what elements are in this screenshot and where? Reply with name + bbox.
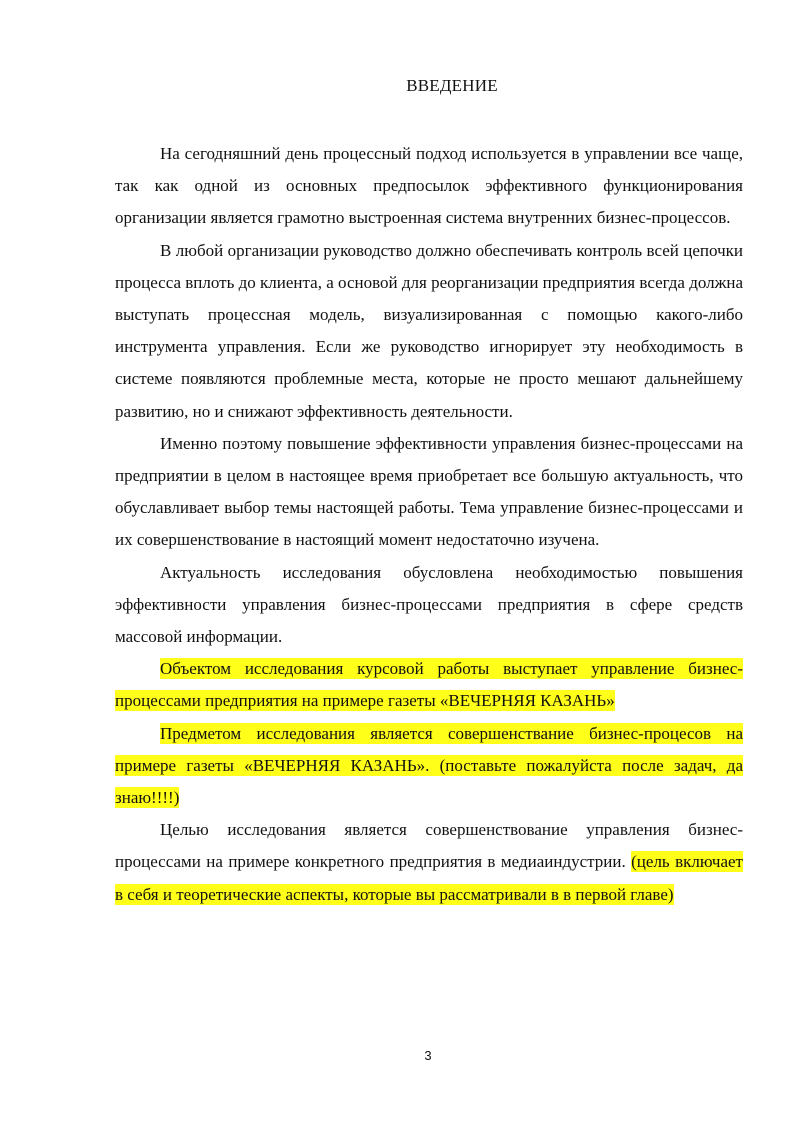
paragraph-text: Целью исследования является совершенствование управления бизнес-процессами на примере конкретного предприятия в медиаиндустрии. [115, 820, 743, 872]
paragraph-text: На сегодняшний день процессный подход используется в управлении все чаще, так как одной из основных предпосылок эффективного функционирования организации является грамотно выстроенная система внутренних бизнес-процессов. [115, 144, 743, 228]
paragraph-2 [115, 235, 743, 428]
document-body [115, 138, 743, 911]
highlighted-text: Предметом исследования является совершенствание бизнес-процесов на примере газеты «ВЕЧЕРНЯЯ КАЗАНЬ». (поставьте пожалуйста после задач, да знаю!!!!) [115, 723, 743, 808]
paragraph-object [115, 653, 743, 717]
paragraph-text: Актуальность исследования обусловлена необходимостью повышения эффективности управления бизнес-процессами предприятия в сфере средств массовой информации. [115, 562, 743, 647]
page-number: 3 [424, 1048, 432, 1063]
highlighted-text: Объектом исследования курсовой работы выступает управление бизнес-процессами предприятия на примере газеты «ВЕЧЕРНЯЯ КАЗАНЬ» [115, 659, 743, 711]
paragraph-4 [115, 557, 743, 654]
paragraph-text: Именно поэтому повышение эффективности управления бизнес-процессами на предприятии в целом в настоящее время приобретает все большую актуальность, что обуславливает выбор темы настоящей работы. Тема управление бизнес-процессами и их совершенствование в настоящий момент недостаточно изучена. [115, 433, 743, 550]
highlighted-text: (цель включает в себя и теоретические аспекты, которые вы рассматривали в в первой главе) [115, 852, 743, 904]
paragraph-goal [115, 814, 743, 911]
paragraph-3 [115, 428, 743, 557]
paragraph-subject [115, 718, 743, 815]
paragraph-1 [115, 138, 743, 235]
paragraph-text: В любой организации руководство должно обеспечивать контроль всей цепочки процесса вплоть до клиента, а основой для реорганизации предприятия всегда должна выступать процессная модель, визуализированная с помощью какого-либо инструмента управления. Если же руководство игнорирует эту необходимость в системе появляются проблемные места, которые не просто мешают дальнейшему развитию, но и снижают эффективность деятельности. [115, 240, 743, 421]
page-title: ВВЕДЕНИЕ [406, 76, 498, 95]
